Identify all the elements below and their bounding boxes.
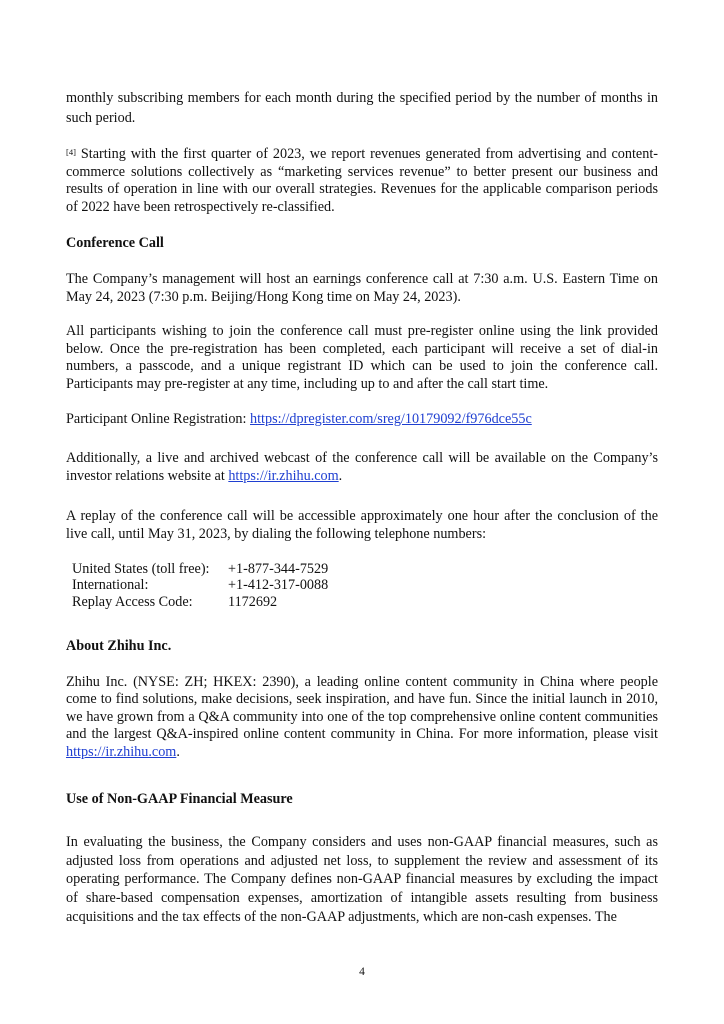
phone-row <box>72 577 328 594</box>
registration-line <box>66 411 658 429</box>
phone-label: Replay Access Code: <box>72 593 193 610</box>
about-end: . <box>176 743 180 760</box>
webcast-link[interactable]: https://ir.zhihu.com <box>228 467 339 484</box>
webcast-paragraph <box>66 450 658 485</box>
pre-register-paragraph: All participants wishing to join the conference call must pre-register online using the link provided below. Once the pre-registration has been completed, each participant will receive a set of dial-in numbers, a passcode, and a unique registrant ID which can be used to join the conference call. Participants may pre-register at any time, including up to and after the call start time. <box>66 323 658 392</box>
replay-phone-table <box>72 561 328 611</box>
conference-call-heading: Conference Call <box>66 235 164 252</box>
footnote-marker: [4] <box>66 147 76 157</box>
continuation-paragraph: monthly subscribing members for each month during the specified period by the number of months in such period. <box>66 90 658 126</box>
replay-paragraph: A replay of the conference call will be accessible approximately one hour after the conclusion of the live call, until May 31, 2023, by dialing the following telephone numbers: <box>66 508 658 542</box>
footnote-text: Starting with the first quarter of 2023, we report revenues generated from advertising and content-commerce solutions collectively as “marketing services revenue” to better present our business and results of operation in line with our overall strategies. Revenues for the applicable comparison periods of 2022 have been retrospectively re-classified. <box>66 146 658 215</box>
registration-label: Participant Online Registration: <box>66 410 251 427</box>
about-heading: About Zhihu Inc. <box>66 638 172 654</box>
document-page <box>66 88 658 926</box>
conference-call-time-paragraph: The Company’s management will host an earnings conference call at 7:30 a.m. U.S. Eastern Time on May 24, 2023 (7:30 p.m. Beijing/Hong Kong time on May 24, 2023). <box>66 270 658 305</box>
phone-value: 1172692 <box>228 593 278 610</box>
phone-row <box>72 594 328 611</box>
webcast-text: Additionally, a live and archived webcast of the conference call will be available on the Company’s investor relations website at <box>66 450 658 484</box>
non-gaap-heading: Use of Non-GAAP Financial Measure <box>66 790 293 807</box>
footnote-4 <box>66 146 658 216</box>
about-paragraph <box>66 674 658 762</box>
about-text: Zhihu Inc. (NYSE: ZH; HKEX: 2390), a leading online content community in China where people come to find solutions, make decisions, seek inspiration, and have fun. Since the initial launch in 2010, we have grown from a Q&A community into one of the top comprehensive online content communities and the largest Q&A-inspired online content community in China. For more information, please visit <box>66 673 658 743</box>
phone-label: United States (toll free): <box>72 560 210 577</box>
about-link[interactable]: https://ir.zhihu.com <box>66 743 177 760</box>
page-number: 4 <box>359 966 365 978</box>
registration-link[interactable]: https://dpregister.com/sreg/10179092/f976dce55c <box>250 410 532 427</box>
phone-row <box>72 561 328 578</box>
phone-value: +1-877-344-7529 <box>228 560 329 577</box>
webcast-end: . <box>338 467 343 484</box>
non-gaap-paragraph: In evaluating the business, the Company considers and uses non-GAAP financial measures, such as adjusted loss from operations and adjusted net loss, to supplement the review and assessment of its operating performance. The Company defines non-GAAP financial measures by excluding the impact of share-based compensation expenses, amortization of intangible assets resulting from business acquisitions and the tax effects of the non-GAAP adjustments, which are non-cash expenses. The <box>66 834 658 925</box>
phone-label: International: <box>72 577 149 593</box>
phone-value: +1-412-317-0088 <box>228 577 329 593</box>
